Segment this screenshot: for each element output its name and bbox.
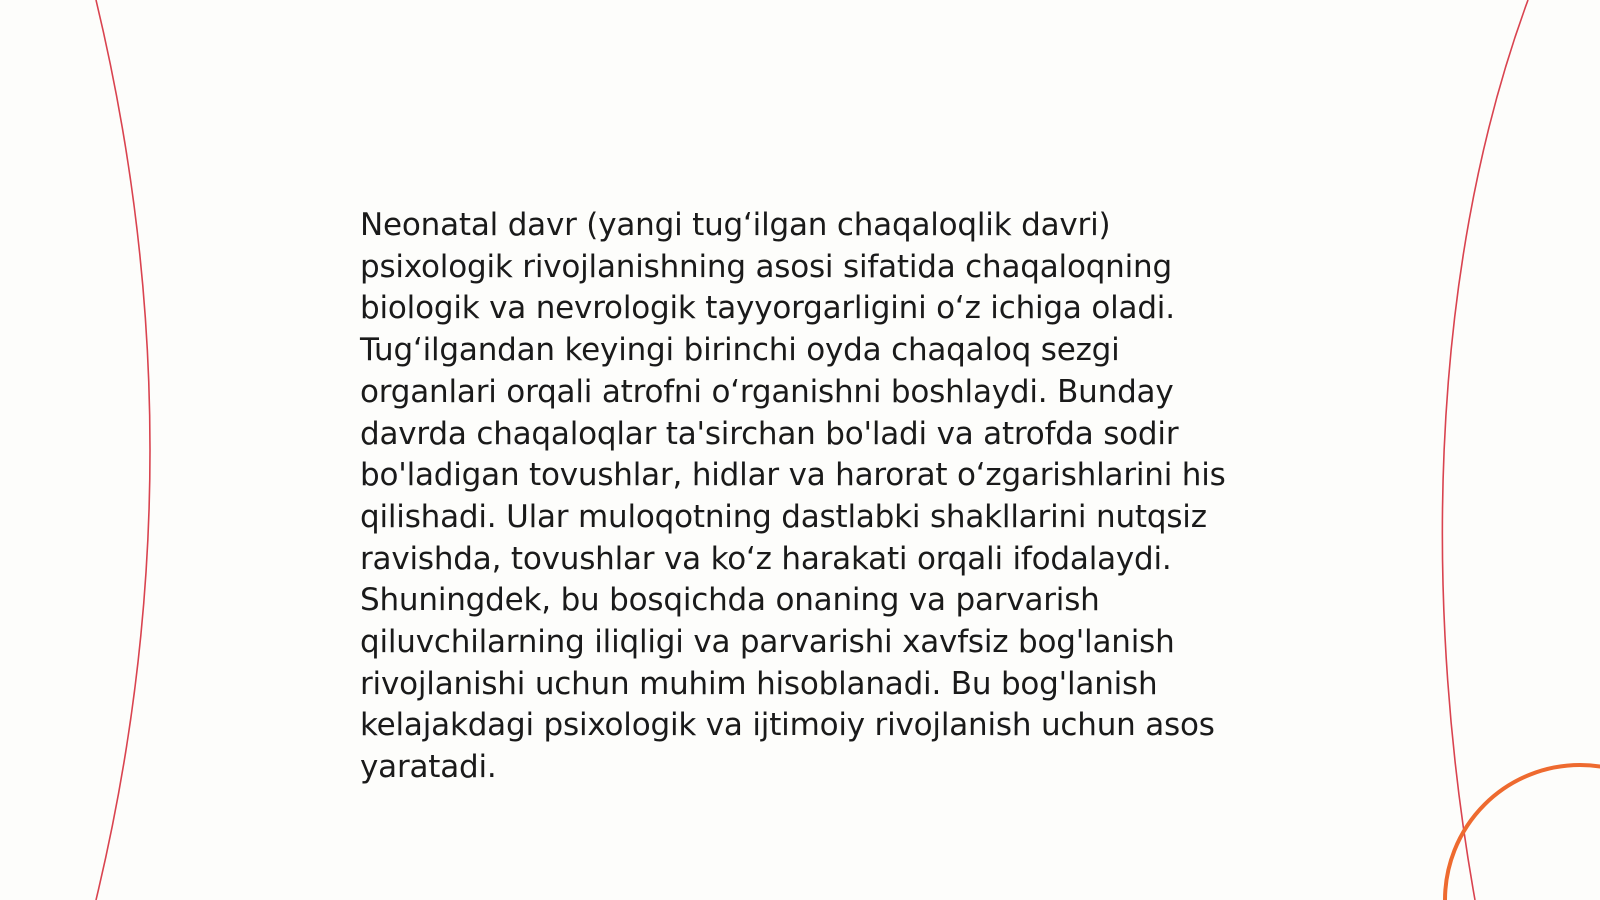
orange-accent-arc: [1445, 765, 1600, 900]
body-paragraph: Neonatal davr (yangi tug‘ilgan chaqaloqlik davri) psixologik rivojlanishning asosi sifatida chaqaloqning biologik va nevrologik tayyorgarligini o‘z ichiga oladi. Tug‘ilgandan keyingi birinchi oyda chaqaloq sezgi organlari orqali atrofni o‘rganishni boshlaydi. Bunday davrda chaqaloqlar ta'sirchan bo'ladi va atrofda sodir bo'ladigan tovushlar, hidlar va harorat o‘zgarishlarini his qilishadi. Ular muloqotning dastlabki shakllarini nutqsiz ravishda, tovushlar va ko‘z harakati orqali ifodalaydi. Shuningdek, bu bosqichda onaning va parvarish qiluvchilarning iliqligi va parvarishi xavfsiz bog'lanish rivojlanishi uchun muhim hisoblanadi. Bu bog'lanish kelajakdagi psixologik va ijtimoiy rivojlanish uchun asos yaratadi.: [360, 207, 1226, 786]
right-curve-line: [1442, 0, 1528, 900]
left-curve-line: [96, 0, 150, 900]
